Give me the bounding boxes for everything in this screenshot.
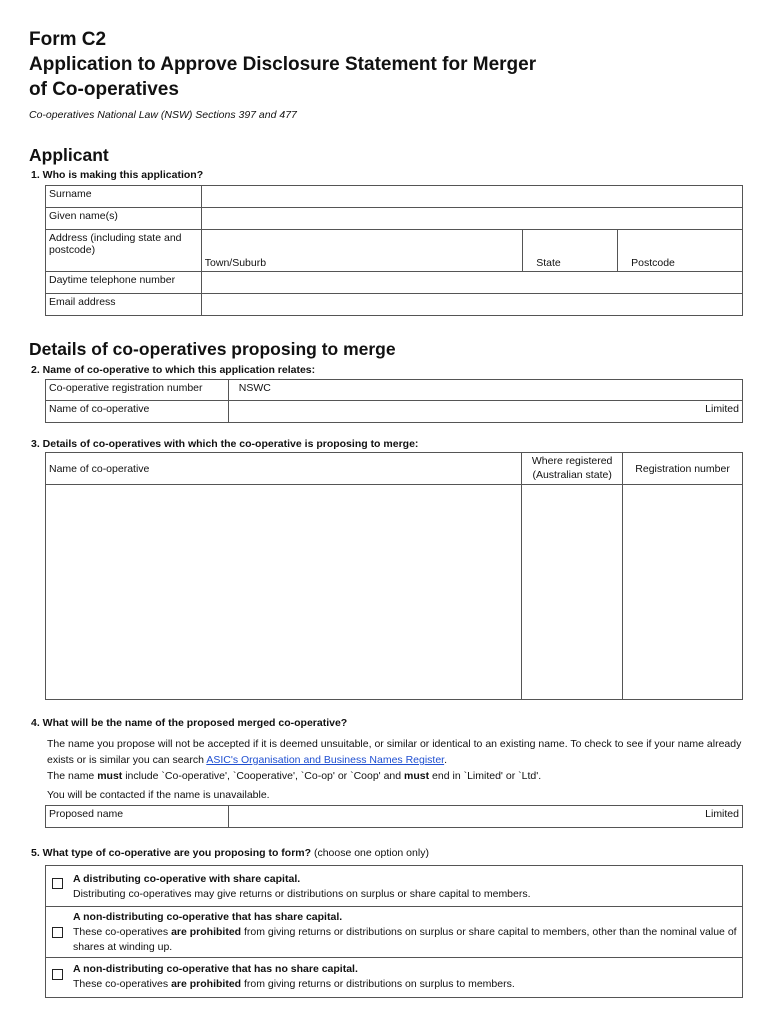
- phone-label: Daytime telephone number: [46, 272, 202, 294]
- registration-number-field[interactable]: [228, 380, 742, 401]
- cooperative-name-field[interactable]: [228, 401, 742, 423]
- option-nds-desc-bold: are prohibited: [171, 926, 242, 938]
- option-ndn-desc-a: These co-operatives: [73, 978, 172, 990]
- merging-cooperatives-table: [45, 452, 743, 700]
- option-non-distributing-no-share-checkbox[interactable]: [52, 969, 63, 980]
- email-field[interactable]: [201, 294, 742, 316]
- rules-text-a: The name: [47, 770, 98, 782]
- address-label: Address (including state and postcode): [46, 230, 202, 272]
- proposed-limited-suffix: Limited: [705, 808, 739, 820]
- cooperative-name-label: Name of co-operative: [46, 401, 229, 423]
- legislation-reference: Co-operatives National Law (NSW) Sections 397 and 477: [29, 109, 297, 121]
- asic-register-link[interactable]: ASIC's Organisation and Business Names Register: [206, 754, 445, 766]
- phone-field[interactable]: [201, 272, 742, 294]
- option-non-distributing-share-desc: [73, 925, 738, 955]
- merging-state-field[interactable]: [522, 485, 623, 700]
- name-rules-paragraph: [47, 768, 742, 784]
- given-name-field[interactable]: [201, 208, 742, 230]
- given-name-label: Given name(s): [46, 208, 202, 230]
- question-5-note: (choose one option only): [311, 847, 429, 859]
- name-guidance-paragraph: [47, 736, 742, 768]
- option-distributing-desc: [73, 887, 738, 902]
- merging-name-field[interactable]: [46, 485, 522, 700]
- rules-must-2: must: [404, 770, 430, 782]
- postcode-label: Postcode: [631, 257, 675, 269]
- surname-label: Surname: [46, 186, 202, 208]
- proposed-name-field[interactable]: [228, 806, 742, 828]
- option-non-distributing-no-share[interactable]: [46, 958, 743, 998]
- proposed-name-table: [45, 805, 743, 828]
- email-label: Email address: [46, 294, 202, 316]
- option-non-distributing-share[interactable]: [46, 907, 743, 958]
- col-header-reg: Registration number: [623, 453, 743, 485]
- proposed-name-label: Proposed name: [46, 806, 229, 828]
- option-nds-desc-a: These co-operatives: [73, 926, 172, 938]
- town-label: Town/Suburb: [204, 257, 267, 269]
- col-header-where: Where registered (Australian state): [522, 453, 623, 485]
- question-5: [31, 847, 429, 859]
- postcode-field[interactable]: [618, 230, 743, 272]
- option-non-distributing-share-checkbox[interactable]: [52, 927, 63, 938]
- limited-suffix: Limited: [705, 403, 739, 415]
- merge-heading: Details of co-operatives proposing to merge: [29, 339, 396, 359]
- cooperative-table: [45, 379, 743, 423]
- applicant-table: [45, 185, 743, 316]
- option-distributing-title: A distributing co-operative with share capital.: [73, 873, 301, 885]
- option-distributing-desc-text: Distributing co-operatives may give returns or distributions on surplus or share capital to members.: [73, 888, 531, 900]
- question-4: 4. What will be the name of the proposed merged co-operative?: [31, 717, 348, 729]
- merging-reg-field[interactable]: [623, 485, 743, 700]
- option-nds-desc-b: from giving returns or distributions on surplus or share capital to members, other than the nominal value of shares at winding up.: [73, 926, 737, 953]
- rules-text-c: end in `Limited' or `Ltd'.: [429, 770, 542, 782]
- col-header-name: Name of co-operative: [46, 453, 522, 485]
- nswc-prefix: NSWC: [238, 382, 271, 394]
- form-title-line2: of Co-operatives: [29, 79, 179, 100]
- option-non-distributing-no-share-desc: [73, 977, 738, 992]
- state-field[interactable]: [523, 230, 618, 272]
- guidance-period: .: [444, 754, 448, 766]
- form-number: Form C2: [29, 29, 107, 50]
- registration-number-label: Co-operative registration number: [46, 380, 229, 401]
- form-title-line1: Application to Approve Disclosure Statement for Merger: [29, 54, 537, 75]
- guidance-text: The name you propose will not be accepted if it is deemed unsuitable, or similar or identical to an existing name. To check to see if your name already exists or is similar you can search: [47, 738, 742, 766]
- option-non-distributing-no-share-title: A non-distributing co-operative that has no share capital.: [73, 963, 358, 975]
- option-ndn-desc-bold: are prohibited: [171, 978, 242, 990]
- question-3: 3. Details of co-operatives with which the co-operative is proposing to merge:: [31, 438, 419, 450]
- town-field[interactable]: [201, 230, 522, 272]
- question-2: 2. Name of co-operative to which this application relates:: [31, 364, 316, 376]
- rules-text-b: include `Co-operative', `Cooperative', `Co-op' or `Coop' and: [122, 770, 405, 782]
- contact-note: You will be contacted if the name is unavailable.: [47, 789, 270, 801]
- option-ndn-desc-b: from giving returns or distributions on surplus to members.: [241, 978, 515, 990]
- rules-must-1: must: [97, 770, 123, 782]
- cooperative-type-options: [45, 865, 743, 998]
- surname-field[interactable]: [201, 186, 742, 208]
- question-1: 1. Who is making this application?: [31, 169, 204, 181]
- state-label: State: [536, 257, 561, 269]
- applicant-heading: Applicant: [29, 145, 109, 165]
- option-distributing[interactable]: [46, 866, 743, 907]
- option-non-distributing-share-title: A non-distributing co-operative that has share capital.: [73, 911, 343, 923]
- question-5-title: 5. What type of co-operative are you proposing to form?: [31, 847, 312, 859]
- option-distributing-checkbox[interactable]: [52, 878, 63, 889]
